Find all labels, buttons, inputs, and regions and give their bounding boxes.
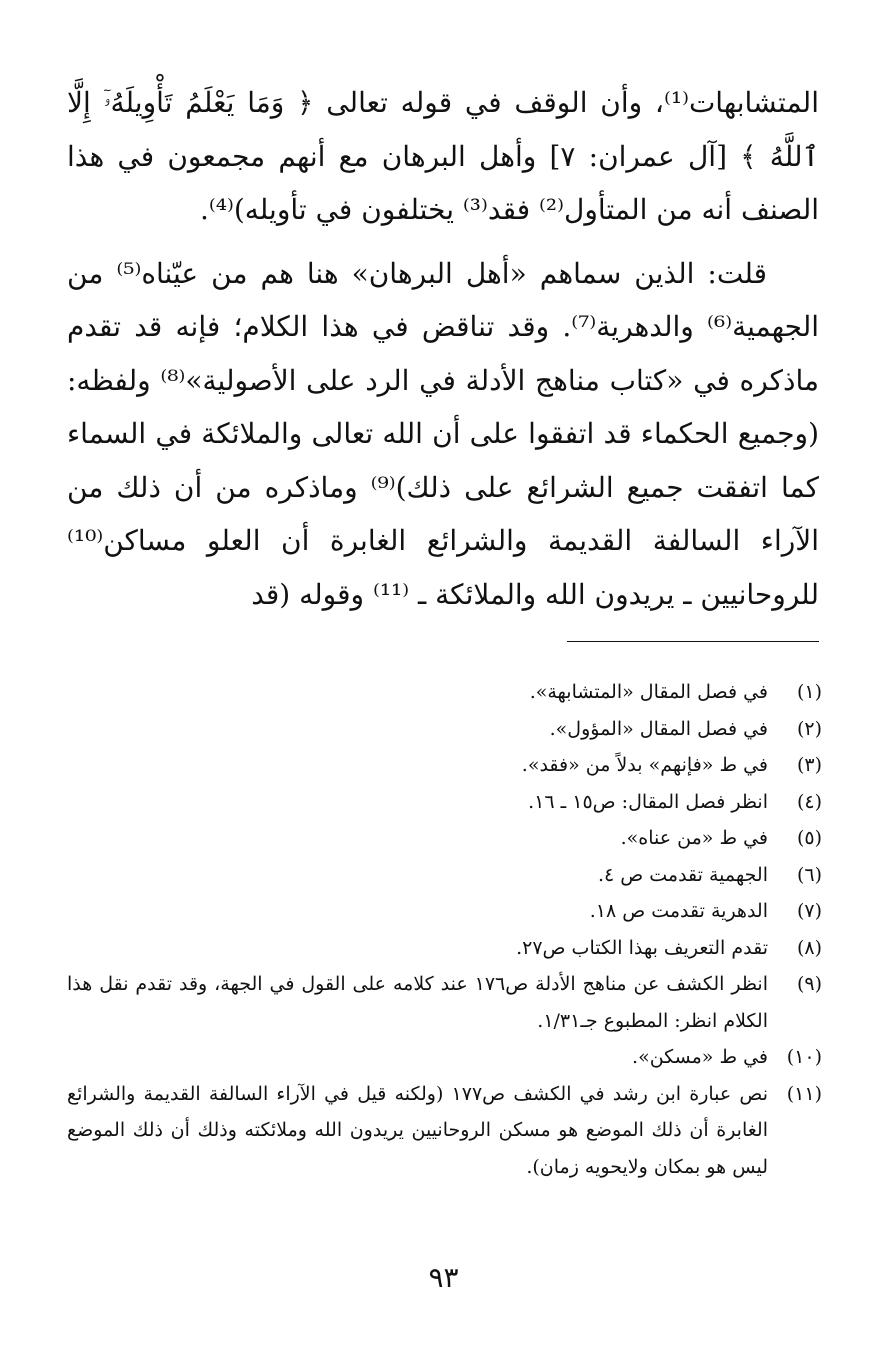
footnote	[67, 1076, 822, 1186]
footnote-number: (٣)	[796, 754, 822, 776]
footnote-text: في ط «مسكن».	[632, 1046, 768, 1068]
footnote	[67, 930, 822, 967]
footnote-text: في ط «من عناه».	[620, 827, 768, 849]
footnote-number: (٩)	[796, 973, 822, 995]
footnote	[67, 820, 822, 857]
footnote	[67, 674, 822, 711]
footnote-number: (٧)	[796, 900, 822, 922]
footnote-text: في فصل المقال «المؤول».	[549, 717, 768, 740]
footnote	[67, 1039, 822, 1076]
paragraph-2: قلت: الذين سماهم «أهل البرهان» هنا هم من عيّناه⁽⁵⁾ من الجهمية⁽⁶⁾ والدهرية⁽⁷⁾. وقد تناقض في هذا الكلام؛ فإنه قد تقدم ماذكره في «كتاب مناهج الأدلة في الرد على الأصولية»⁽⁸⁾ ولفظه: (وجميع الحكماء قد اتفقوا على أن الله تعالى والملائكة في السماء كما اتفقت جميع الشرائع على ذلك)⁽⁹⁾ وماذكره من أن ذلك من الآراء السالفة القديمة والشرائع الغابرة أن العلو مساكن⁽¹⁰⁾ للروحانيين ـ يريدون الله والملائكة ـ ⁽¹¹⁾ وقوله (قد	[67, 256, 820, 611]
footnote-text: الدهرية تقدمت ص ١٨.	[589, 900, 768, 922]
footnote	[67, 711, 822, 748]
footnotes	[67, 674, 822, 1185]
footnote	[67, 747, 822, 784]
footnote	[67, 784, 822, 821]
footnote-number: (٤)	[796, 790, 822, 813]
footnote-text: انظر الكشف عن مناهج الأدلة ص١٧٦ عند كلامه على القول في الجهة، وقد تقدم نقل هذا الكلام انظر: المطبوع جـ١/٣١.	[67, 973, 769, 1032]
page-number: ٩٣	[428, 1261, 459, 1294]
footnote-separator	[567, 641, 819, 642]
footnote-text: انظر فصل المقال: ص١٥ ـ ١٦.	[528, 790, 768, 813]
footnote-text: الجهمية تقدمت ص ٤.	[597, 863, 768, 886]
footnote-number: (١)	[796, 681, 822, 703]
main-text	[67, 76, 819, 621]
footnote-number: (١٠)	[786, 1046, 822, 1068]
footnote	[67, 893, 822, 930]
footnote-number: (٦)	[796, 863, 822, 886]
footnote-text: تقدم التعريف بهذا الكتاب ص٢٧.	[516, 936, 768, 959]
footnote-text: في ط «فإنهم» بدلاً من «فقد».	[521, 754, 768, 776]
footnote-number: (٢)	[796, 717, 822, 740]
footnote-number: (٨)	[796, 936, 822, 959]
footnote-number: (١١)	[786, 1082, 822, 1105]
paragraph-1: المتشابهات⁽¹⁾، وأن الوقف في قوله تعالى ﴿ وَمَا يَعْلَمُ تَأْوِيلَهُۥٓ إِلَّا ٱللَّهُ ﴾ [آل عمران: ٧] وأهل البرهان مع أنهم مجمعون في هذا الصنف أنه من المتأول⁽²⁾ فقد⁽³⁾ يختلفون في تأويله)⁽⁴⁾.	[67, 86, 819, 226]
footnote	[67, 966, 822, 1039]
footnote	[67, 857, 822, 894]
footnote-text: في فصل المقال «المتشابهة».	[529, 681, 768, 703]
footnote-number: (٥)	[796, 827, 822, 849]
footnote-text: نص عبارة ابن رشد في الكشف ص١٧٧ (ولكنه قيل في الآراء السالفة القديمة والشرائع الغابرة أن ذلك الموضع هو مسكن الروحانيين يريدون الله وملائكته وذلك أن ذلك الموضع ليس هو بمكان ولايحويه زمان).	[67, 1082, 768, 1178]
